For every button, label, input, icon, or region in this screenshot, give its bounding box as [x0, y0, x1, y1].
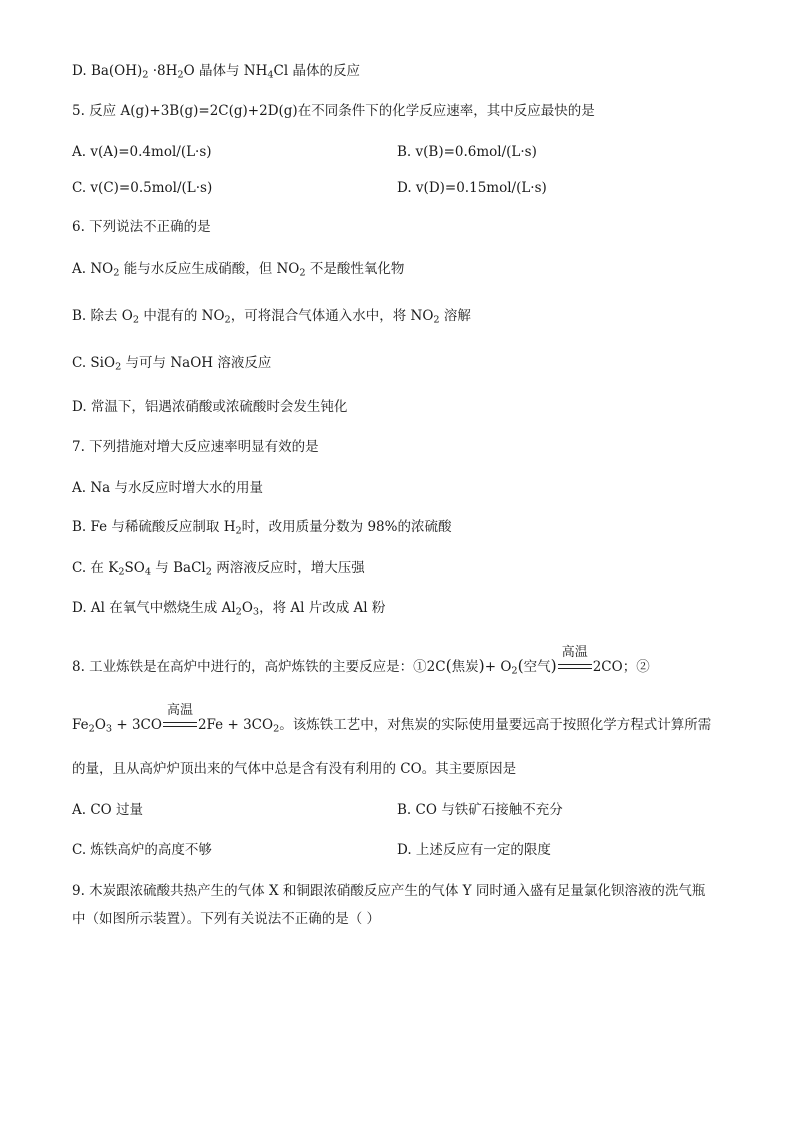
q7-option-a: A. Na 与水反应时增大水的用量	[72, 480, 263, 496]
q5-option-b: B. v(B)=0.6mol/(L·s)	[397, 144, 537, 160]
q7-stem: 7. 下列措施对增大反应速率明显有效的是	[72, 439, 319, 455]
q9-stem-line1: 9. 木炭跟浓硫酸共热产生的气体 X 和铜跟浓硝酸反应产生的气体 Y 同时通入盛有足量氯化钡溶液的洗气瓶	[72, 883, 706, 899]
q8-option-b: B. CO 与铁矿石接触不充分	[397, 802, 563, 818]
q6-option-b: B. 除去 $O_2$ 中混有的 $NO_2$，可将混合气体通入水中，将 $NO_2$ 溶解	[72, 308, 471, 326]
q8-stem-line1: 8. 工业炼铁是在高炉中进行的，高炉炼铁的主要反应是：①2C(焦炭)+ $O_2$(空气) 高温 2CO；②	[72, 645, 650, 677]
reaction-condition-high-temp: 高温	[558, 658, 592, 676]
q5-option-c: C. v(C)=0.5mol/(L·s)	[72, 180, 213, 196]
equals-sign	[558, 664, 592, 669]
reaction-condition-high-temp-2: 高温	[163, 716, 197, 734]
q6-option-c: C. SiO$_2$ 与可与 NaOH 溶液反应	[72, 355, 272, 373]
q7-option-b: B. Fe 与稀硫酸反应制取 $H_2$时，改用质量分数为 98%的浓硫酸	[72, 519, 452, 537]
q7-option-d: D. Al 在氧气中燃烧生成 $Al_2O_3$，将 Al 片改成 Al 粉	[72, 600, 386, 618]
q6-option-a: A. $NO_2$ 能与水反应生成硝酸，但 $NO_2$ 不是酸性氧化物	[72, 261, 405, 279]
q8-option-d: D. 上述反应有一定的限度	[397, 842, 551, 858]
q8-stem-line2: $Fe_2O_3 + 3CO$ 高温 $2Fe + 3CO_2$。该炼铁工艺中，对焦炭的实际使用量要远高于按照化学方程式计算所需	[72, 703, 712, 735]
q5-option-d: D. v(D)=0.15mol/(L·s)	[397, 180, 547, 196]
q6-option-d: D. 常温下，铝遇浓硝酸或浓硫酸时会发生钝化	[72, 399, 348, 415]
q8-stem-line3: 的量，且从高炉炉顶出来的气体中总是含有没有利用的 CO。其主要原因是	[72, 761, 517, 777]
equals-sign-2	[163, 722, 197, 727]
q5-option-a: A. v(A)=0.4mol/(L·s)	[72, 144, 212, 160]
q4-option-d: D. $Ba(OH)_2 \cdot 8H_2O$ 晶体与 $NH_4Cl$ 晶体的反应	[72, 63, 360, 81]
q5-stem: 5. 反应 A(g)+3B(g)=2C(g)+2D(g)在不同条件下的化学反应速率，其中反应最快的是	[72, 103, 595, 119]
q9-stem-line2: 中（如图所示装置）。下列有关说法不正确的是（ ）	[72, 911, 381, 927]
q8-option-a: A. CO 过量	[72, 802, 144, 818]
q7-option-c: C. 在 $K_2SO_4$ 与 BaCl$_2$ 两溶液反应时，增大压强	[72, 560, 365, 578]
q8-option-c: C. 炼铁高炉的高度不够	[72, 842, 212, 858]
q6-stem: 6. 下列说法不正确的是	[72, 219, 211, 235]
